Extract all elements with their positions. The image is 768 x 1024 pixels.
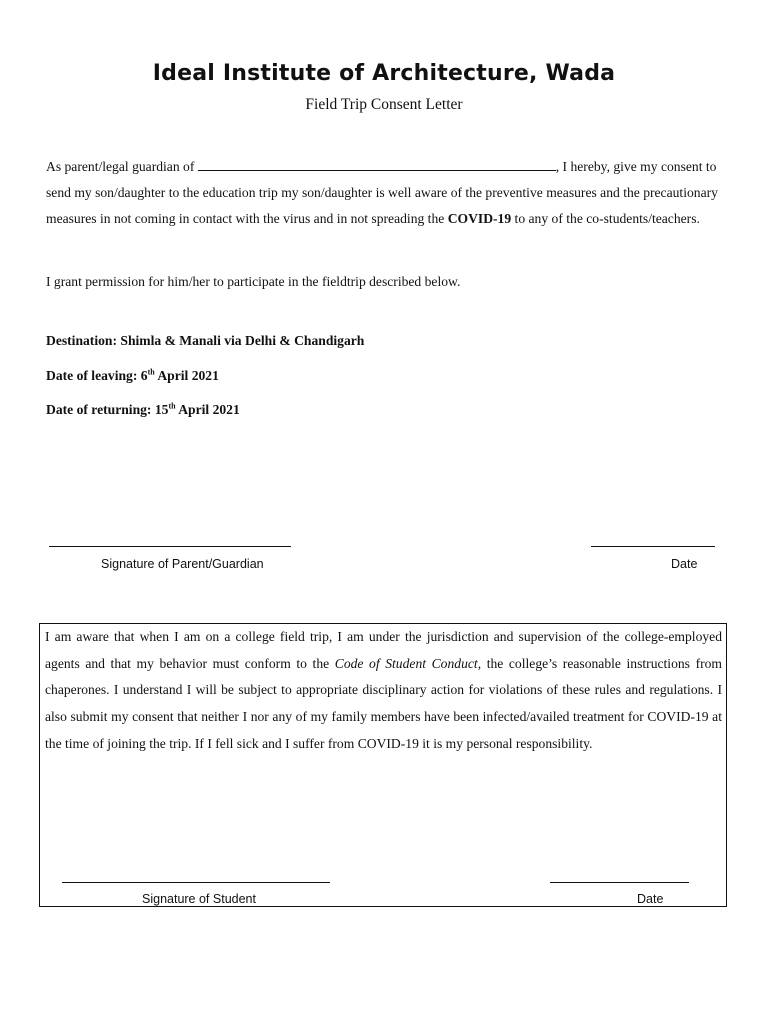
student-signature-label: Signature of Student [142,892,256,906]
parent-date-label: Date [671,557,698,571]
student-date-label: Date [637,892,664,906]
returning-label: Date of returning: 15 [46,402,169,417]
trip-leaving-date [46,368,219,384]
permission-text: I grant permission for him/her to participate in the fieldtrip described below. [46,274,461,289]
page-title: Ideal Institute of Architecture, Wada [152,61,616,86]
consent-paragraph [46,154,726,232]
page-subtitle: Field Trip Consent Letter [305,96,463,113]
parent-date-line[interactable] [591,546,715,547]
consent-prefix: As parent/legal guardian of [46,159,195,174]
guardian-name-blank[interactable] [198,155,556,171]
leaving-rest: April 2021 [154,368,219,383]
leaving-label: Date of leaving: 6 [46,368,148,383]
student-signature-line[interactable] [62,882,330,883]
leaving-sup: th [147,367,155,377]
trip-destination: Destination: Shimla & Manali via Delhi & Chandigarh [46,333,365,348]
returning-sup: th [168,401,176,411]
parent-signature-line[interactable] [49,546,291,547]
consent-end: to any of the co-students/teachers. [514,211,700,226]
parent-signature-label: Signature of Parent/Guardian [101,557,264,571]
returning-rest: April 2021 [175,402,240,417]
student-declaration-box [39,623,727,907]
consent-body: , I hereby, give my consent to send my son/daughter to the education trip my son/daughter is well aware of the preventive measures and the precautionary measures in not coming in contact with the virus and in not spreading the [46,159,718,226]
declaration-part-1: I am aware that when I am on a college field trip, I am under the jurisdiction and supervision of the college-employed agents and that my behavior must conform to the [45,629,722,671]
trip-returning-date [46,402,240,418]
student-date-line[interactable] [550,882,689,883]
declaration-part-2: , the college’s reasonable instructions from chaperones. I understand I will be subject to appropriate disciplinary action for violations of these rules and regulations. I also submit my consent that neither I nor any of my family members have been infected/availed treatment for COVID-19 at the time of joining the trip. If I fell sick and I suffer from COVID-19 it is my personal responsibility. [45,655,722,751]
covid-label: COVID-19 [447,211,512,226]
code-of-conduct: Code of Student Conduct [334,655,478,671]
student-declaration-text [45,624,722,758]
